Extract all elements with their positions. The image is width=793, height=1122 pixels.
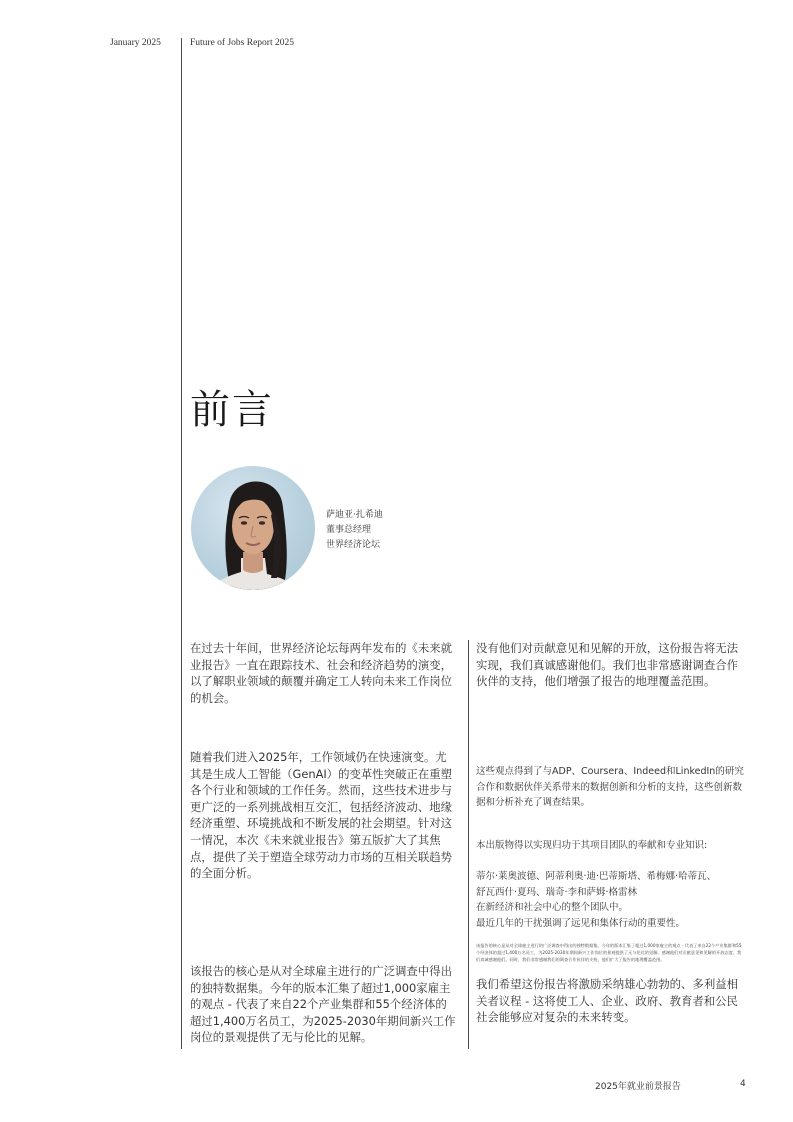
acknowledgement-line: 最近几年的干扰强调了远见和集体行动的重要性。 [476,917,686,929]
header-report-title: Future of Jobs Report 2025 [190,38,294,48]
left-paragraph-3: 该报告的核心是从对全球雇主进行的广泛调查中得出的独特数据集。今年的版本汇集了超过1,000家雇主的观点 - 代表了来自22个产业集群和55个经济体的超过1,400万名员工，为2025-2030年期间新兴工作岗位的景观提供了无与伦比的见解。 [190,964,456,1045]
left-margin-rule [181,38,182,1049]
author-organization: 世界经济论坛 [326,540,381,550]
author-caption [326,508,383,553]
right-paragraph-2: 这些观点得到了与ADP、Coursera、Indeed和LinkedIn的研究合作和数据伙伴关系带来的数据创新和分析的支持，这些创新数据和分析补充了调查结果。 [476,766,744,808]
page-title: 前言 [190,387,274,433]
acknowledgement-intro: 本出版物得以实现归功于其项目团队的奉献和专业知识: [476,840,708,851]
author-name: 萨迪亚·扎希迪 [326,510,383,520]
acknowledgement-line: 舒瓦西什·夏玛、瑞奇·李和萨姆·格雷林 [476,886,638,898]
column-divider-rule [468,640,469,1049]
closing-paragraph: 我们希望这份报告将激励采纳雄心勃勃的、多利益相关者议程 - 这将使工人、企业、政府、教育者和公民社会能够应对复杂的未来转变。 [476,977,738,1025]
fine-print: 该报告的核心是从对全球雇主进行的广泛调查中得出的独特数据集。今年的版本汇集了超过1,000家雇主的观点 - 代表了来自22个产业集群和55个经济体的超过1,400万名员工，为2025-2030年期间新兴工作岗位的景观提供了无与伦比的见解。感谢他们对贡献意见和见解的开放态度，我们真诚感谢他们。同时，我们非常感谢我们的调查合作伙伴的支持，他们扩大了报告的地理覆盖范围。 [476,943,742,962]
acknowledgement-line: 在新经济和社会中心的整个团队中。 [476,902,629,913]
author-portrait [191,466,315,590]
left-paragraph-1: 在过去十年间，世界经济论坛每两年发布的《未来就业报告》一直在跟踪技术、社会和经济趋势的演变，以了解职业领域的颠覆并确定工人转向未来工作岗位的机会。 [190,641,452,705]
left-paragraph-2: 随着我们进入2025年，工作领域仍在快速演变。尤其是生成人工智能（GenAI）的变革性突破正在重塑各个行业和领域的工作任务。然而，这些技术进步与更广泛的一系列挑战相互交汇，包括经济波动、地缘经济重塑、环境挑战和不断发展的社会期望。针对这一情况，本次《未来就业报告》第五版扩大了其焦点，提供了关于塑造全球劳动力市场的互相关联趋势的全面分析。 [190,750,453,881]
header-date: January 2025 [110,38,161,48]
footer-report-name: 2025年就业前景报告 [595,1082,681,1092]
page-number: 4 [740,1079,746,1089]
author-role: 董事总经理 [326,525,372,535]
right-paragraph-1: 没有他们对贡献意见和见解的开放，这份报告将无法实现，我们真诚感谢他们。我们也非常感谢调查合作伙伴的支持，他们增强了报告的地理覆盖范围。 [476,641,738,689]
acknowledgement-line: 蒂尔·莱奥波德、阿蒂利奥·迪·巴蒂斯塔、希梅娜·哈蒂瓦、 [476,871,717,882]
acknowledgement-list [476,869,746,931]
portrait-photo-icon [191,466,315,590]
